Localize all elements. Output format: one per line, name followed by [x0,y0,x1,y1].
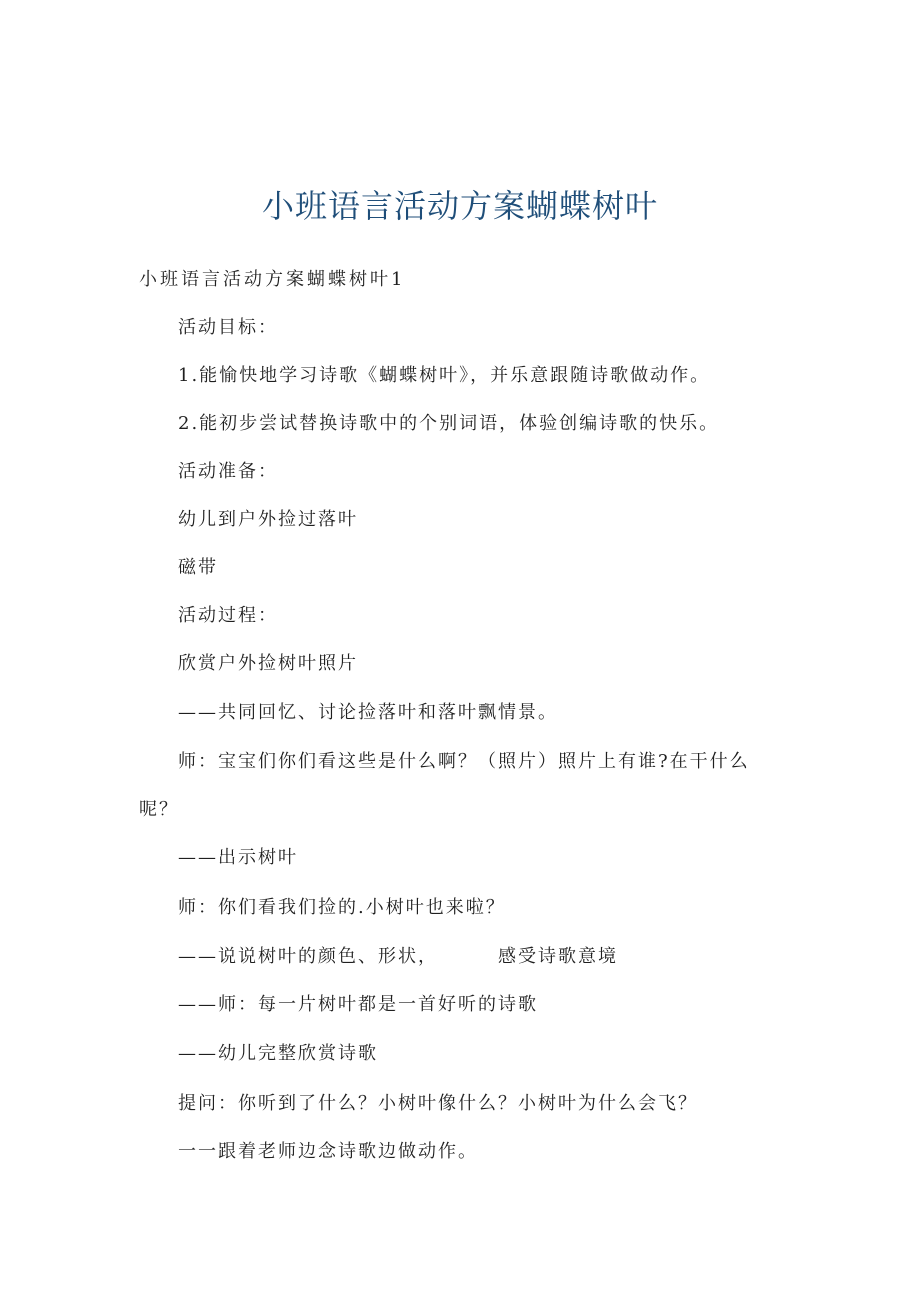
paragraph-line: ——共同回忆、讨论捡落叶和落叶飘情景。 [178,702,558,723]
paragraph-line: 1.能愉快地学习诗歌《蝴蝶树叶》，并乐意跟随诗歌做动作。 [178,365,711,386]
paragraph-line: 活动目标： [178,317,278,338]
paragraph-line: 幼儿到户外捡过落叶 [178,509,358,530]
paragraph-line: ——幼儿完整欣赏诗歌 [178,1043,378,1064]
section-heading: 小班语言活动方案蝴蝶树叶1 [139,269,406,290]
paragraph-line: ——出示树叶 [178,847,298,868]
teacher-question-continuation: 呢？ [139,799,179,820]
paragraph-line: ——师：每一片树叶都是一首好听的诗歌 [178,994,538,1015]
document-title: 小班语言活动方案蝴蝶树叶 [261,187,658,226]
paragraph-line: 磁带 [178,557,218,578]
split-line-right: 感受诗歌意境 [498,946,618,967]
split-line [178,945,618,969]
paragraph-line: 活动过程： [178,605,278,626]
teacher-question-line: 师：宝宝们你们看这些是什么啊？（照片）照片上有谁?在干什么 [178,751,750,772]
paragraph-line: 欣赏户外捡树叶照片 [178,653,358,674]
paragraph-line: 提问：你听到了什么？小树叶像什么？小树叶为什么会飞？ [178,1093,698,1114]
paragraph-line: 活动准备： [178,461,278,482]
paragraph-line: 2.能初步尝试替换诗歌中的个别词语，体验创编诗歌的快乐。 [178,413,720,434]
split-line-left: ——说说树叶的颜色、形状， [178,946,438,967]
paragraph-line: 师：你们看我们捡的.小树叶也来啦？ [178,897,506,918]
paragraph-line: 一一跟着老师边念诗歌边做动作。 [178,1141,478,1162]
